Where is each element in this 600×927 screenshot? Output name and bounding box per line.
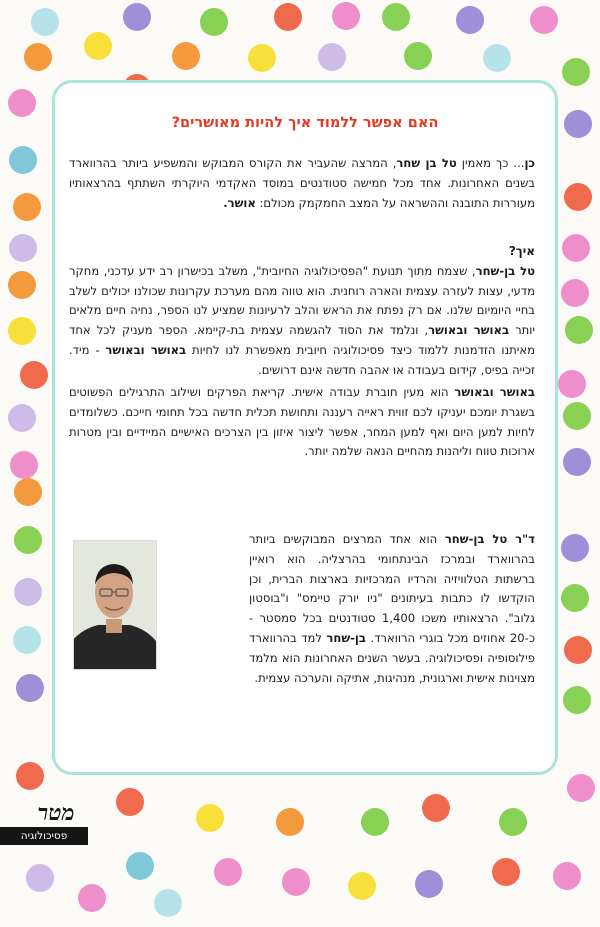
polka-dot bbox=[404, 42, 432, 70]
polka-dot bbox=[14, 578, 42, 606]
polka-dot bbox=[8, 404, 36, 432]
polka-dot bbox=[16, 762, 44, 790]
polka-dot bbox=[562, 234, 590, 262]
polka-dot bbox=[530, 6, 558, 34]
polka-dot bbox=[14, 526, 42, 554]
polka-dot bbox=[16, 674, 44, 702]
workbook-book-title: באושר ובאושר bbox=[454, 385, 535, 399]
polka-dot bbox=[20, 361, 48, 389]
author-bio bbox=[249, 530, 535, 688]
polka-dot bbox=[553, 862, 581, 890]
polka-dot bbox=[564, 636, 592, 664]
polka-dot bbox=[348, 872, 376, 900]
polka-dot bbox=[248, 44, 276, 72]
workbook-paragraph bbox=[69, 383, 535, 462]
polka-dot bbox=[422, 794, 450, 822]
author-portrait-image bbox=[73, 541, 156, 670]
polka-dot bbox=[26, 864, 54, 892]
intro-author-name: טל בן שחר bbox=[396, 156, 457, 170]
how-book-title-1: באושר ובאושר bbox=[428, 323, 510, 338]
polka-dot bbox=[563, 448, 591, 476]
polka-dot bbox=[483, 44, 511, 72]
polka-dot bbox=[172, 42, 200, 70]
bio-author-name-2: בן-שחר bbox=[326, 630, 366, 645]
how-text-3: - מיד. זכייה בפיס, קידום בעבודה או אהבה חדשה אינם דרושים. bbox=[69, 342, 535, 377]
polka-dot bbox=[8, 271, 36, 299]
polka-dot bbox=[332, 2, 360, 30]
polka-dot bbox=[14, 478, 42, 506]
how-paragraph bbox=[69, 242, 535, 381]
polka-dot bbox=[10, 451, 38, 479]
polka-dot bbox=[282, 868, 310, 896]
polka-dot bbox=[214, 858, 242, 886]
polka-dot bbox=[8, 317, 36, 345]
polka-dot bbox=[567, 774, 595, 802]
polka-dot bbox=[564, 110, 592, 138]
how-author-name: טל בן-שחר bbox=[475, 263, 535, 278]
polka-dot bbox=[276, 808, 304, 836]
intro-text-1: ... כך מאמין bbox=[456, 156, 525, 170]
polka-dot bbox=[561, 534, 589, 562]
polka-dot bbox=[9, 146, 37, 174]
polka-dot bbox=[8, 89, 36, 117]
back-cover-text-panel bbox=[52, 80, 558, 775]
page-title: האם אפשר ללמוד איך להיות מאושרים? bbox=[171, 115, 439, 131]
polka-dot bbox=[558, 370, 586, 398]
polka-dot bbox=[274, 3, 302, 31]
intro-lead: כן bbox=[524, 156, 535, 170]
intro-text-2: , המרצה שהעביר את הקורס המבוקש והמשפיע ביותר בהרווארד בשנים האחרונות. אחד מכל חמישה סטודנטים במוסד האקדמי היוקרתי השתתף בהרצאותיו מעוררות התובנה וההשראה על המצב החמקמק מכולם: bbox=[69, 156, 535, 210]
how-heading: איך? bbox=[508, 244, 535, 258]
polka-dot bbox=[154, 889, 182, 917]
polka-dot bbox=[13, 626, 41, 654]
polka-dot bbox=[126, 852, 154, 880]
polka-dot bbox=[563, 402, 591, 430]
polka-dot bbox=[561, 279, 589, 307]
how-text-1: , שצמח מתוך תנועת "הפסיכולוגיה החיובית", משלב בכישרון רב ידע עדכני, מחקר מדעי, עצות לעזרה עצמית והארה רוחנית. הוא טווה מהם מערכת עקרונות שכולנו יכולים לשלב בחיי היומיום שלנו. אם רק נפתח את הראש והלב לרעיונות שמציע לנו הספר, נחיה חיים מלאים יותר bbox=[69, 263, 535, 338]
series-label: פסיכולוגיה bbox=[0, 827, 88, 845]
polka-dot bbox=[13, 193, 41, 221]
polka-dot bbox=[196, 804, 224, 832]
polka-dot bbox=[561, 584, 589, 612]
polka-dot bbox=[78, 884, 106, 912]
polka-dot bbox=[492, 858, 520, 886]
polka-dot bbox=[84, 32, 112, 60]
intro-paragraph bbox=[69, 154, 535, 213]
polka-dot bbox=[361, 808, 389, 836]
polka-dot bbox=[456, 6, 484, 34]
how-text-2: , ונלמד את הסוד להגשמה עצמית בת-קיימא. הספר מעניק לכל אחד מאיתנו הזדמנות ללמוד כיצד פסיכולוגיה חיובית מאפשרת לנו לחיות bbox=[69, 323, 535, 357]
author-photo bbox=[73, 540, 157, 670]
polka-dot bbox=[9, 234, 37, 262]
polka-dot bbox=[415, 870, 443, 898]
how-book-title-2: באושר ובאושר bbox=[105, 342, 187, 357]
bio-text-1: הוא אחד המרצים המבוקשים ביותר בהרווארד ובמרכז הבינתחומי בהרצליה. הוא רואיין ברשתות הטלוויזיה והרדיו המרכזיות בארצות הברית, וכן הוקדשו לו כתבות בעיתונים "ניו יורק טיימס" ו"בוסטון גלוב". הרצאותיו משכו 1,400 סטודנטים בכל סמסטר - כ-20 אחוזים מכל בוגרי הרווארד. bbox=[249, 532, 535, 645]
polka-dot bbox=[563, 686, 591, 714]
bio-text-2: למד בהרווארד פילוסופיה ופסיכולוגיה. בעשר השנים האחרונות הוא מלמד מצוינות אישית וארגונית, מנהיגות, אתיקה והערכה עצמית. bbox=[249, 630, 535, 685]
polka-dot bbox=[31, 8, 59, 36]
polka-dot bbox=[565, 316, 593, 344]
polka-dot bbox=[564, 183, 592, 211]
polka-dot bbox=[200, 8, 228, 36]
polka-dot bbox=[24, 43, 52, 71]
polka-dot bbox=[318, 43, 346, 71]
polka-dot bbox=[562, 58, 590, 86]
publisher-logo-text: מטר bbox=[37, 800, 75, 826]
bio-author-name: ד"ר טל בן-שחר bbox=[444, 532, 536, 546]
polka-dot bbox=[116, 788, 144, 816]
workbook-text: הוא מעין חוברת עבודה אישית. קריאת הפרקים ושילוב התרגילים הפשוטים בשגרת יומכם יעניקו לכם זווית ראייה רעננה ותחושת תכלית חדשה בכל תחומי חייכם. כשלומדים לחיות למען היום ואף למען המחר, אפשר ליצור איזון בין הצרכים האישיים המיידיים ובין מטרות ארוכות טווח וליהנות מהחיים הנאה שלמה יותר. bbox=[69, 385, 535, 459]
polka-dot bbox=[123, 3, 151, 31]
intro-keyword: אושר. bbox=[223, 195, 256, 210]
polka-dot bbox=[499, 808, 527, 836]
polka-dot bbox=[382, 3, 410, 31]
publisher-logo bbox=[28, 796, 84, 830]
